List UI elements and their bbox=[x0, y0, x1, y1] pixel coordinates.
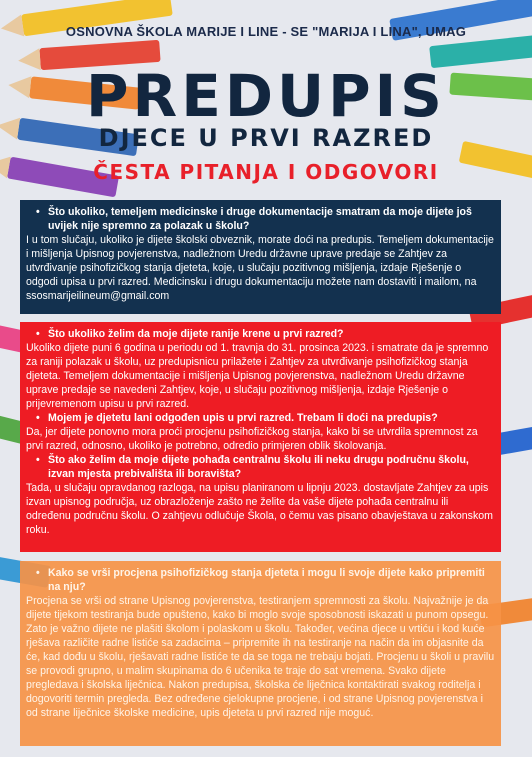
page-tagline: ČESTA PITANJA I ODGOVORI bbox=[93, 160, 439, 184]
faq-answer: Procjena se vrši od strane Upisnog povjerenstva, testiranjem spremnosti za školu. Najvažnije je da dijete tijekom testiranja bude opušteno, kako bi moglo svoje sposobnosti iskazati u punom opsegu. Zato je važno dijete ne plašiti školom i polaskom u školu. Također, većina djece u vrtiću i kod kuće rješava različite radne listiće sa zadacima – pripremite ih na testiranje na način da im objasnite da će, kad dođu u školu, rješavati radne listiće te da se toga ne trebaju bojati. Procjenu u školi u pravilu se provodi grupno, u malim skupinama do 6 učenika te traje do sat vremena. Svako dijete pregledava i školska liječnica. Nakon predupisa, školska će liječnica kontaktirati svakog roditelja i dogovoriti termin pregleda. Bez određene cjelokupne procjene, i od strane Upisnog povjerenstva i od strane liječnice školske medicine, upis djeteta u prvi razred nije moguć. bbox=[26, 595, 495, 719]
faq-section-navy bbox=[20, 200, 501, 314]
faq-section-orange bbox=[20, 561, 501, 746]
faq-question: • Što ukoliko, temeljem medicinske i druge dokumentacije smatram da moje dijete još uvijek nije spremno za polazak u školu? bbox=[36, 206, 472, 232]
faq-section-red bbox=[20, 322, 501, 552]
faq-question: • Što ako želim da moje dijete pohađa centralnu školu ili neku drugu područnu školu, izvan mjesta prebivališta ili boravišta? bbox=[36, 454, 469, 480]
faq-answer: Ukoliko dijete puni 6 godina u periodu od 1. travnja do 31. prosinca 2023. i smatrate da je spremno za raniji polazak u školu, uz predupisnicu prilažete i Zahtjev za utvrđivanje psihofizičkog stanja djeteta. Temeljem dokumentacije i mišljenja Upisnog povjerenstva, nadležnom Uredu državne uprave predaje se navedeni Zahtjev, koje, u slučaju pozitivnog mišljenja, izdaje Rješenje o prijevremenom upisu u prvi razred. bbox=[26, 342, 489, 410]
faq-answer: I u tom slučaju, ukoliko je dijete školski obveznik, morate doći na predupis. Temeljem dokumentacije i mišljenja Upisnog povjerenstva, nadležnom Uredu državne uprave predaje se Zahtjev za utvrđivanje psihofizičkog stanja djeteta, koje, u slučaju pozitivnog mišljenja, izdaje Rješenje o odgodi upisa u prvi razred. Medicinsku i drugu dokumentaciju možete nam dostaviti i mailom, na ssosmarijeilineum@gmail.com bbox=[26, 234, 494, 302]
bullet-icon: • bbox=[36, 206, 40, 218]
faq-question: • Kako se vrši procjena psihofizičkog stanja djeteta i mogu li svoje dijete kako pripremiti na nju? bbox=[36, 567, 485, 593]
faq-answer: Da, jer dijete ponovno mora proći procjenu psihofizičkog stanja, kako bi se utvrdila spremnost za prvi razred, odnosno, ukoliko je potrebno, odredio primjeren oblik školovanja. bbox=[26, 426, 478, 452]
faq-answer: Tada, u slučaju opravdanog razloga, na upisu planiranom u lipnju 2023. dostavljate Zahtjev za upis izvan upisnog područja, uz obrazloženje zašto ne želite da vaše dijete pohađa centralnu ili određenu područnu školu. O zahtjevu odlučuje Škola, o čemu vas pisano obavještava u zakonskom roku. bbox=[26, 482, 493, 536]
bullet-icon: • bbox=[36, 328, 40, 340]
school-name: OSNOVNA ŠKOLA MARIJE I LINE - SE "MARIJA I LINA", UMAG bbox=[65, 24, 467, 39]
bullet-icon: • bbox=[36, 454, 40, 466]
bullet-icon: • bbox=[36, 412, 40, 424]
faq-question: • Mojem je djetetu lani odgođen upis u prvi razred. Trebam li doći na predupis? bbox=[36, 412, 438, 424]
bullet-icon: • bbox=[36, 567, 40, 579]
faq-question: • Što ukoliko želim da moje dijete ranije krene u prvi razred? bbox=[36, 328, 344, 340]
page-subtitle: DJECE U PRVI RAZRED bbox=[98, 124, 434, 152]
page-title: PREDUPIS bbox=[86, 62, 446, 130]
